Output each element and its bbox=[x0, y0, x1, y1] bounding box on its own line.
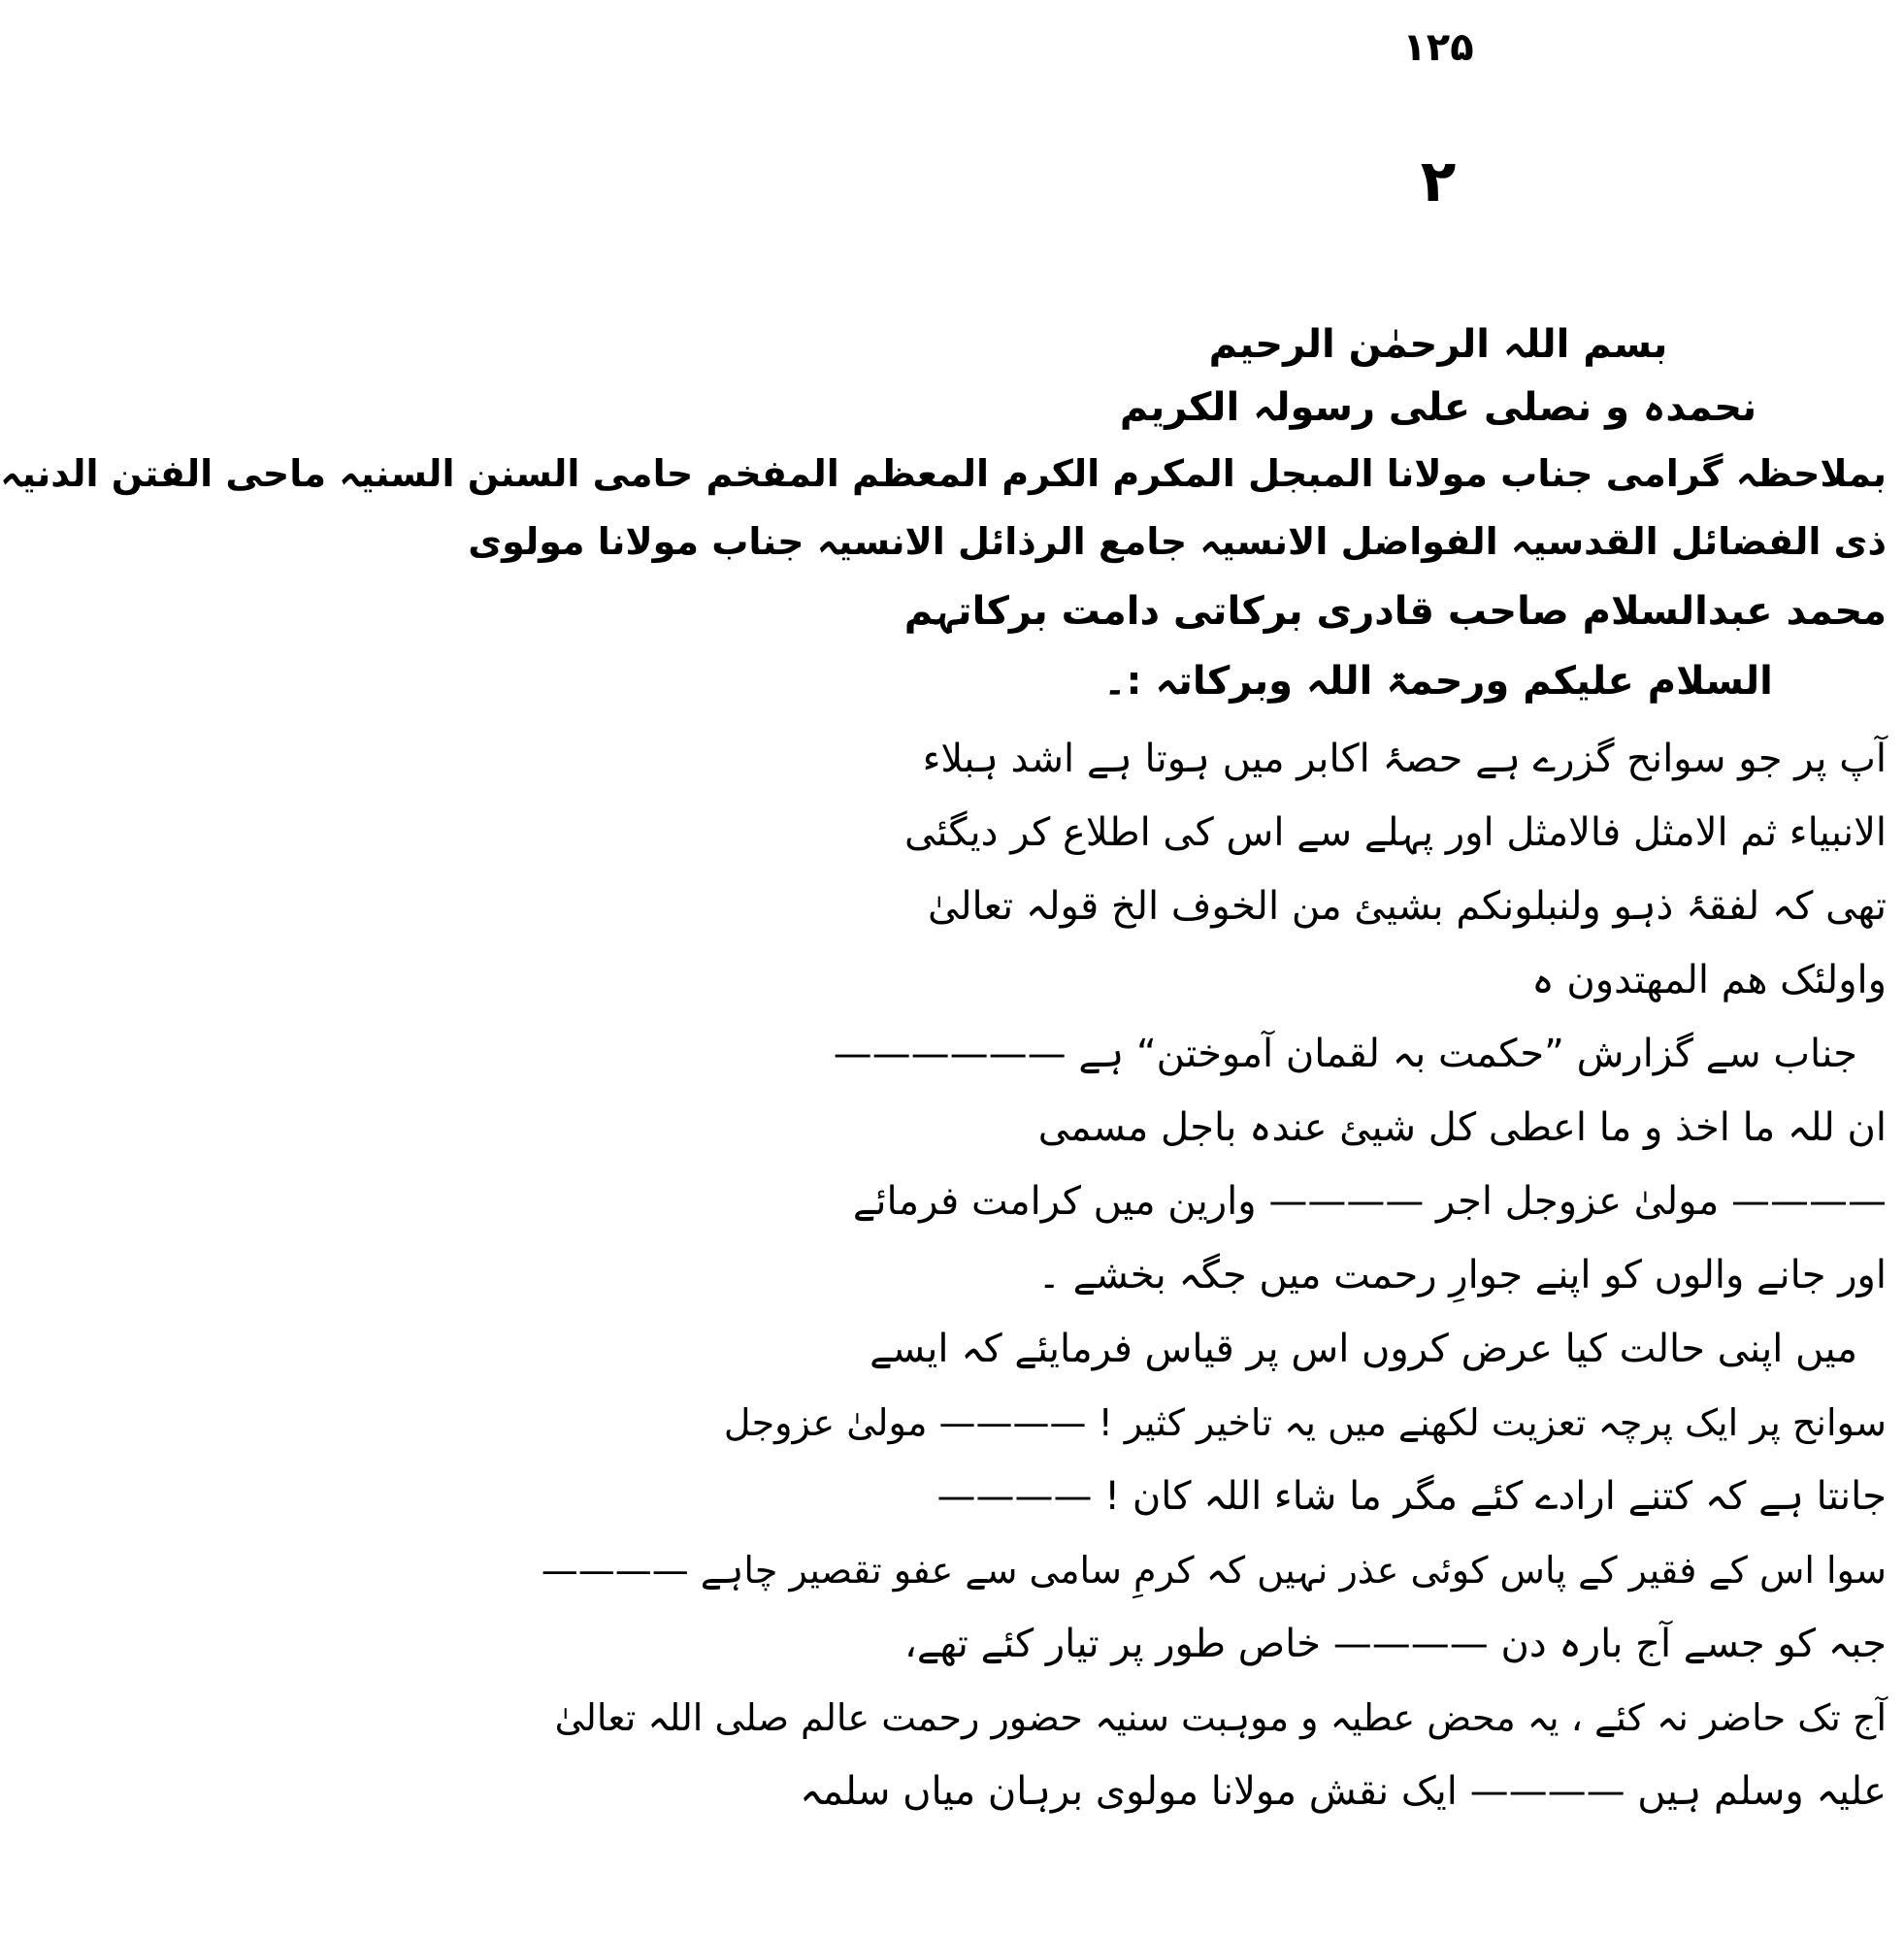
body-line: اور جانے والوں کو اپنے جوارِ رحمت میں جگہ بخشے ۔ bbox=[1037, 1253, 1887, 1297]
page-number: ۱۲۵ bbox=[1402, 25, 1474, 70]
body-line: جانتا ہے کہ کتنے ارادے کئے مگر ما شاء اللہ کان ! ———— bbox=[936, 1474, 1887, 1519]
address-line-3: محمد عبدالسلام صاحب قادری برکاتی دامت برکاتہم bbox=[903, 589, 1887, 634]
body-line: سوا اس کے فقیر کے پاس کوئی عذر نہیں کہ کرمِ سامی سے عفو تقصیر چاہے ———— bbox=[541, 1549, 1887, 1592]
body-line: واولئک ھم المھتدون ہ bbox=[1531, 958, 1887, 1002]
body-line: علیہ وسلم ہیں ———— ایک نقش مولانا مولوی برہان میاں سلمہ bbox=[800, 1769, 1887, 1814]
body-line: ———— مولیٰ عزوجل اجر ———— وارین میں کرامت فرمائے bbox=[852, 1179, 1887, 1224]
body-line: ان للہ ما اخذ و ما اعطی کل شیئ عندہ باجل مسمی bbox=[1037, 1105, 1887, 1150]
body-line: آپ پر جو سوانح گزرے ہے حصۂ اکابر میں ہوتا ہے اشد ہبلاء bbox=[922, 737, 1887, 781]
body-line: جبہ کو جسے آج بارہ دن ———— خاص طور پر تیار کئے تھے، bbox=[903, 1622, 1887, 1666]
body-line: میں اپنی حالت کیا عرض کروں اس پر قیاس فرمایئے کہ ایسے bbox=[870, 1327, 1857, 1371]
body-line: آج تک حاضر نہ کئے ، یہ محض عطیہ و موہبت سنیہ حضور رحمت عالم صلی اللہ تعالیٰ bbox=[554, 1696, 1887, 1739]
body-line: تھی کہ لفقۂ ذہو ولنبلونکم بشیئ من الخوف الخ قولہ تعالیٰ bbox=[928, 884, 1887, 929]
body-line: الانبیاء ثم الامثل فالامثل اور پہلے سے اس کی اطلاع کر دیگئی bbox=[904, 810, 1887, 855]
body-line: سوانح پر ایک پرچہ تعزیت لکھنے میں یہ تاخیر کثیر ! ———— مولیٰ عزوجل bbox=[723, 1401, 1887, 1444]
salutation: السلام علیکم ورحمۃ اللہ وبرکاتہ :۔ bbox=[1103, 659, 1773, 704]
body-line: جناب سے گزارش ”حکمت بہ لقمان آموختن“ ہے —————— bbox=[833, 1032, 1857, 1076]
hamdala: نحمدہ و نصلی علی رسولہ الکریم bbox=[1119, 385, 1757, 430]
address-line-1: بملاحظہ گرامی جناب مولانا المبجل المکرم الکرم المعظم المفخم حامی السنن السنیہ ماحی الفتن الدنیہ bbox=[0, 452, 1887, 495]
letter-number: ۲ bbox=[1420, 148, 1457, 215]
basmala: بسم اللہ الرحمٰن الرحیم bbox=[1208, 322, 1668, 367]
address-line-2: ذی الفضائل القدسیہ الفواضل الانسیہ جامع الرذائل الانسیہ جناب مولانا مولوی bbox=[468, 520, 1887, 563]
